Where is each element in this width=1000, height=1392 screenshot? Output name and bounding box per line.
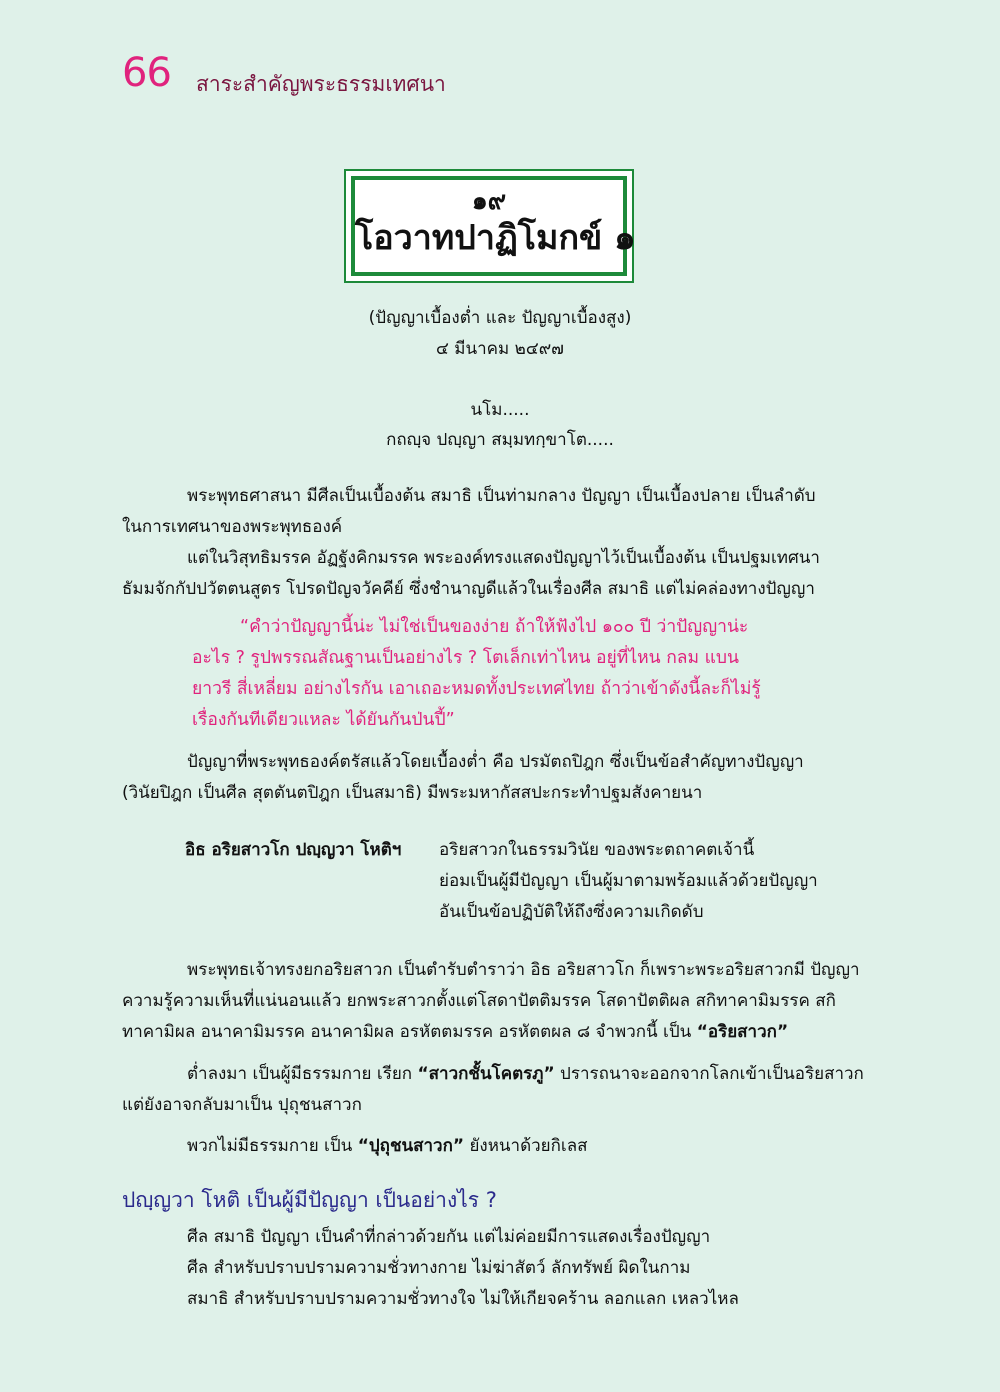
term-gotrabhu: “สาวกชั้นโคตรภู” xyxy=(417,1064,555,1084)
paragraph-line: ความรู้ความเห็นที่แน่นอนแล้ว ยกพระสาวกตั้งแต่โสดาปัตติมรรค โสดาปัตติผล สกิทาคามิมรรค สกิ xyxy=(122,991,836,1011)
invocation-line-2: กถญฺจ ปญฺญา สมฺมทกฺขาโต..... xyxy=(386,430,614,450)
paragraph-text: ต่ำลงมา เป็นผู้มีธรรมกาย เรียก xyxy=(187,1064,418,1084)
paragraph-line: พระพุทธศาสนา มีศีลเป็นเบื้องต้น สมาธิ เป็นท่ามกลาง ปัญญา เป็นเบื้องปลาย เป็นลำดับ xyxy=(187,486,816,506)
paragraph-2 xyxy=(122,543,852,605)
date: ๔ มีนาคม ๒๔๙๗ xyxy=(436,339,564,359)
chapter-title: โอวาทปาฏิโมกข์ ๑ xyxy=(355,218,636,258)
paragraph-4 xyxy=(122,955,860,1048)
paragraph-3 xyxy=(122,747,852,809)
paragraph-line: ในการเทศนาของพระพุทธองค์ xyxy=(122,517,343,537)
paragraph-text: พวกไม่มีธรรมกาย เป็น xyxy=(187,1136,358,1156)
book-title: สาระสำคัญพระธรรมเทศนา xyxy=(196,72,446,96)
paragraph-line: (วินัยปิฎก เป็นศีล สุตตันตปิฎก เป็นสมาธิ) มีพระมหากัสสปะกระทำปฐมสังคายนา xyxy=(122,783,703,803)
term-puthujjana: “ปุถุชนสาวก” xyxy=(357,1136,465,1156)
paragraph-line: แต่ยังอาจกลับมาเป็น ปุถุชนสาวก xyxy=(122,1095,362,1115)
paragraph-line: สมาธิ สำหรับปราบปรามความชั่วทางใจ ไม่ให้เกียจคร้าน ลอกแลก เหลวไหล xyxy=(187,1289,739,1309)
paragraph-line: ธัมมจักกัปปวัตตนสูตร โปรดปัญจวัคคีย์ ซึ่งชำนาญดีแล้วในเรื่องศีล สมาธิ แต่ไม่คล่องทางปัญญา xyxy=(122,579,815,599)
pali-translation xyxy=(439,835,818,928)
section-heading: ปญฺญวา โหติ เป็นผู้มีปัญญา เป็นอย่างไร ? xyxy=(122,1188,497,1212)
paragraph-line: ศีล สมาธิ ปัญญา เป็นคำที่กล่าวด้วยกัน แต่ไม่ค่อยมีการแสดงเรื่องปัญญา xyxy=(187,1227,711,1247)
paragraph-line xyxy=(122,1017,852,1048)
quote-line: “คำว่าปัญญานี้น่ะ ไม่ใช่เป็นของง่าย ถ้าให้ฟังไป ๑๐๐ ปี ว่าปัญญาน่ะ xyxy=(240,617,749,637)
translation-line: อริยสาวกในธรรมวินัย ของพระตถาคตเจ้านี้ xyxy=(439,840,755,860)
paragraph-text: ยังหนาด้วยกิเลส xyxy=(464,1136,588,1156)
quote-line: ยาวรี สี่เหลี่ยม อย่างไรกัน เอาเถอะหมดทั้งประเทศไทย ถ้าว่าเข้าดังนี้ละก็ไม่รู้ xyxy=(192,679,761,699)
subtitle: (ปัญญาเบื้องต่ำ และ ปัญญาเบื้องสูง) xyxy=(368,308,632,328)
paragraph-6 xyxy=(122,1131,852,1162)
paragraph-line xyxy=(122,1059,864,1090)
invocation-line-1: นโม..... xyxy=(470,400,530,420)
page-number: 66 xyxy=(122,50,171,96)
paragraph-line: ศีล สำหรับปราบปรามความชั่วทางกาย ไม่ฆ่าสัตว์ ลักทรัพย์ ผิดในกาม xyxy=(187,1258,691,1278)
highlighted-quote xyxy=(192,612,792,736)
quote-line: เรื่องกันทีเดียวแหละ ได้ยันกันป่นปี้” xyxy=(192,710,455,730)
paragraph-7 xyxy=(122,1222,852,1315)
term-ariyasavaka: “อริยสาวก” xyxy=(696,1022,789,1042)
chapter-number: ๑๙ xyxy=(471,186,507,215)
paragraph-text: ปรารถนาจะออกจากโลกเข้าเป็นอริยสาวก xyxy=(554,1064,864,1084)
chapter-title-box xyxy=(344,169,634,283)
paragraph-5 xyxy=(122,1059,864,1121)
translation-line: อันเป็นข้อปฏิบัติให้ถึงซึ่งความเกิดดับ xyxy=(439,902,704,922)
pali-text: อิธ อริยสาวโก ปญฺญวา โหติฯ xyxy=(185,840,402,860)
paragraph-text: ทาคามิผล อนาคามิมรรค อนาคามิผล อรหัตตมรรค อรหัตตผล ๘ จำพวกนี้ เป็น xyxy=(122,1022,697,1042)
quote-line: อะไร ? รูปพรรณสัณฐานเป็นอย่างไร ? โตเล็กเท่าไหน อยู่ที่ไหน กลม แบน xyxy=(192,648,739,668)
paragraph-line: พระพุทธเจ้าทรงยกอริยสาวก เป็นตำรับตำราว่า อิธ อริยสาวโก ก็เพราะพระอริยสาวกมี ปัญญา xyxy=(187,960,860,980)
paragraph-1 xyxy=(122,481,852,543)
paragraph-line: แต่ในวิสุทธิมรรค อัฏฐังคิกมรรค พระองค์ทรงแสดงปัญญาไว้เป็นเบื้องต้น เป็นปฐมเทศนา xyxy=(187,548,820,568)
paragraph-line xyxy=(122,1131,852,1162)
translation-line: ย่อมเป็นผู้มีปัญญา เป็นผู้มาตามพร้อมแล้วด้วยปัญญา xyxy=(439,871,818,891)
paragraph-line: ปัญญาที่พระพุทธองค์ตรัสแล้วโดยเบื้องต่ำ คือ ปรมัตถปิฎก ซึ่งเป็นข้อสำคัญทางปัญญา xyxy=(187,752,804,772)
